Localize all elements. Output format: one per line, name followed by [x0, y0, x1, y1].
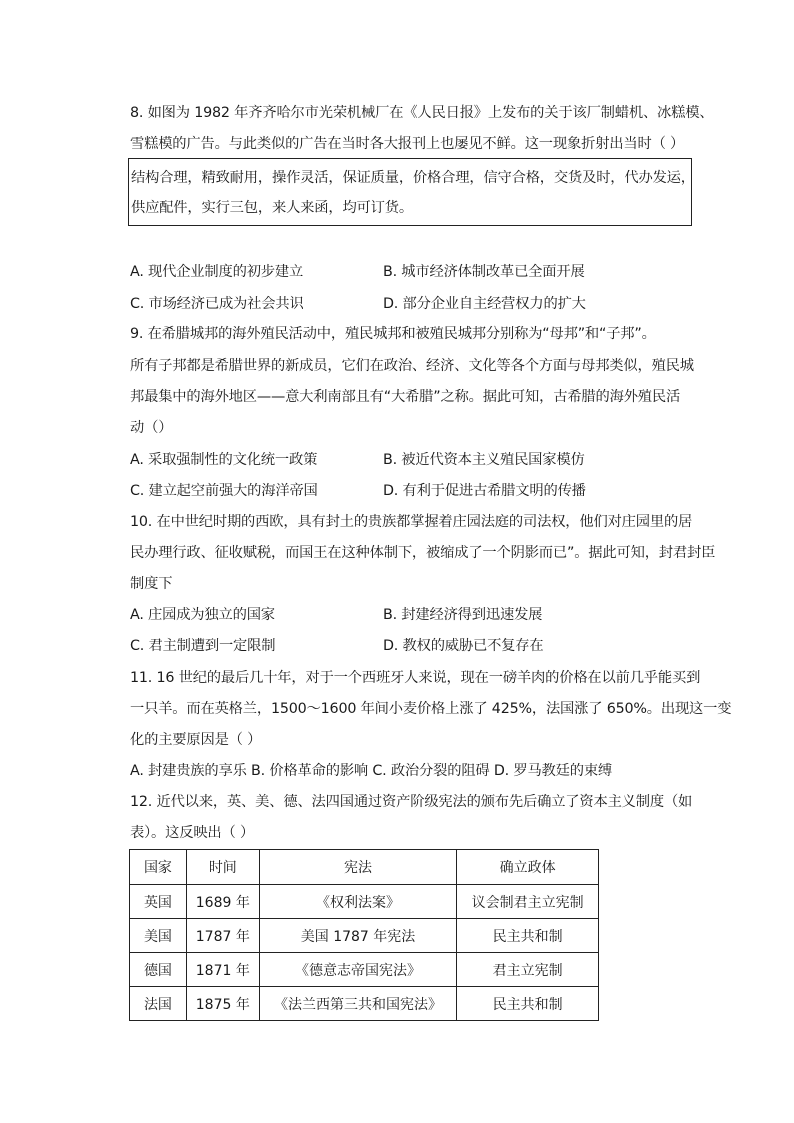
table-cell: 1875 年 [186, 987, 259, 1021]
table-cell: 1787 年 [186, 919, 259, 953]
q11-stem-line-3: 化的主要原因是（ ） [130, 732, 262, 748]
q11-stem-line-1: 11. 16 世纪的最后几十年，对于一个西班牙人来说，现在一磅羊肉的价格在以前几乎能买到 [130, 670, 701, 686]
q9-option-a: A. 采取强制性的文化统一政策 [130, 452, 318, 468]
q9-stem-line-2: 所有子邦都是希腊世界的新成员，它们在政治、经济、文化等各个方面与母邦类似，殖民城 [130, 358, 694, 374]
q9-stem-line-1: 9. 在希腊城邦的海外殖民活动中，殖民城邦和被殖民城邦分别称为“母邦”和“子邦”。 [130, 326, 656, 342]
table-cell: 议会制君主立宪制 [457, 885, 599, 919]
table-header-cell: 时间 [186, 850, 259, 885]
table-row [130, 885, 599, 919]
q8-option-d: D. 部分企业自主经营权力的扩大 [383, 296, 586, 312]
table-row [130, 919, 599, 953]
q12-stem-line-2: 表）。这反映出（ ） [130, 825, 255, 841]
table-cell: 美国 [130, 919, 187, 953]
table-cell: 《权利法案》 [259, 885, 457, 919]
q10-option-c: C. 君主制遭到一定限制 [130, 638, 276, 654]
table-cell: 《德意志帝国宪法》 [259, 953, 457, 987]
table-cell: 1871 年 [186, 953, 259, 987]
q12-stem-line-1: 12. 近代以来，英、美、德、法四国通过资产阶级宪法的颁布先后确立了资本主义制度（如 [130, 794, 693, 810]
table-cell: 美国 1787 年宪法 [259, 919, 457, 953]
q9-option-b: B. 被近代资本主义殖民国家模仿 [383, 452, 585, 468]
q9-option-c: C. 建立起空前强大的海洋帝国 [130, 483, 318, 499]
q9-stem-line-4: 动（） [130, 420, 173, 436]
q8-option-a: A. 现代企业制度的初步建立 [130, 264, 304, 280]
table-cell: 德国 [130, 953, 187, 987]
constitution-table [129, 849, 599, 1021]
q10-option-a: A. 庄园成为独立的国家 [130, 607, 275, 623]
table-cell: 民主共和制 [457, 987, 599, 1021]
table-header-cell: 确立政体 [457, 850, 599, 885]
table-header-row [130, 850, 599, 885]
q8-ad-line-1: 结构合理，精致耐用，操作灵活，保证质量，价格合理，信守合格，交货及时，代办发运， [131, 170, 695, 186]
q10-stem-line-2: 民办理行政、征收赋税，而国王在这种体制下，被缩成了一个阴影而已”。据此可知，封君封臣 [130, 545, 716, 561]
q11-stem-line-2: 一只羊。而在英格兰，1500～1600 年间小麦价格上涨了 425%，法国涨了 650%。出现这一变 [130, 701, 732, 717]
table-cell: 君主立宪制 [457, 953, 599, 987]
q9-stem-line-3: 邦最集中的海外地区——意大利南部且有“大希腊”之称。据此可知，古希腊的海外殖民活 [130, 389, 681, 405]
q10-stem-line-1: 10. 在中世纪时期的西欧，具有封土的贵族都掌握着庄园法庭的司法权，他们对庄园里的居 [130, 514, 693, 530]
q8-stem-line-1: 8. 如图为 1982 年齐齐哈尔市光荣机械厂在《人民日报》上发布的关于该厂制蜡机、冰糕模、 [130, 105, 714, 121]
q9-option-d: D. 有利于促进古希腊文明的传播 [383, 483, 586, 499]
table-row [130, 953, 599, 987]
q11-options: A. 封建贵族的享乐 B. 价格革命的影响 C. 政治分裂的阻碍 D. 罗马教廷的束缚 [130, 763, 613, 779]
table-row [130, 987, 599, 1021]
q8-option-c: C. 市场经济已成为社会共识 [130, 296, 304, 312]
table-cell: 英国 [130, 885, 187, 919]
q10-stem-line-3: 制度下 [130, 576, 173, 592]
table-cell: 《法兰西第三共和国宪法》 [259, 987, 457, 1021]
q8-ad-line-2: 供应配件，实行三包，来人来函，均可订货。 [131, 200, 413, 216]
table-cell: 1689 年 [186, 885, 259, 919]
table-header-cell: 国家 [130, 850, 187, 885]
table-header-cell: 宪法 [259, 850, 457, 885]
q10-option-b: B. 封建经济得到迅速发展 [383, 607, 543, 623]
q8-option-b: B. 城市经济体制改革已全面开展 [383, 264, 585, 280]
q8-ad-text-box [128, 158, 695, 226]
table-cell: 民主共和制 [457, 919, 599, 953]
q8-stem-line-2: 雪糕模的广告。与此类似的广告在当时各大报刊上也屡见不鲜。这一现象折射出当时（ ） [130, 136, 685, 152]
table-cell: 法国 [130, 987, 187, 1021]
q10-option-d: D. 教权的威胁已不复存在 [383, 638, 544, 654]
